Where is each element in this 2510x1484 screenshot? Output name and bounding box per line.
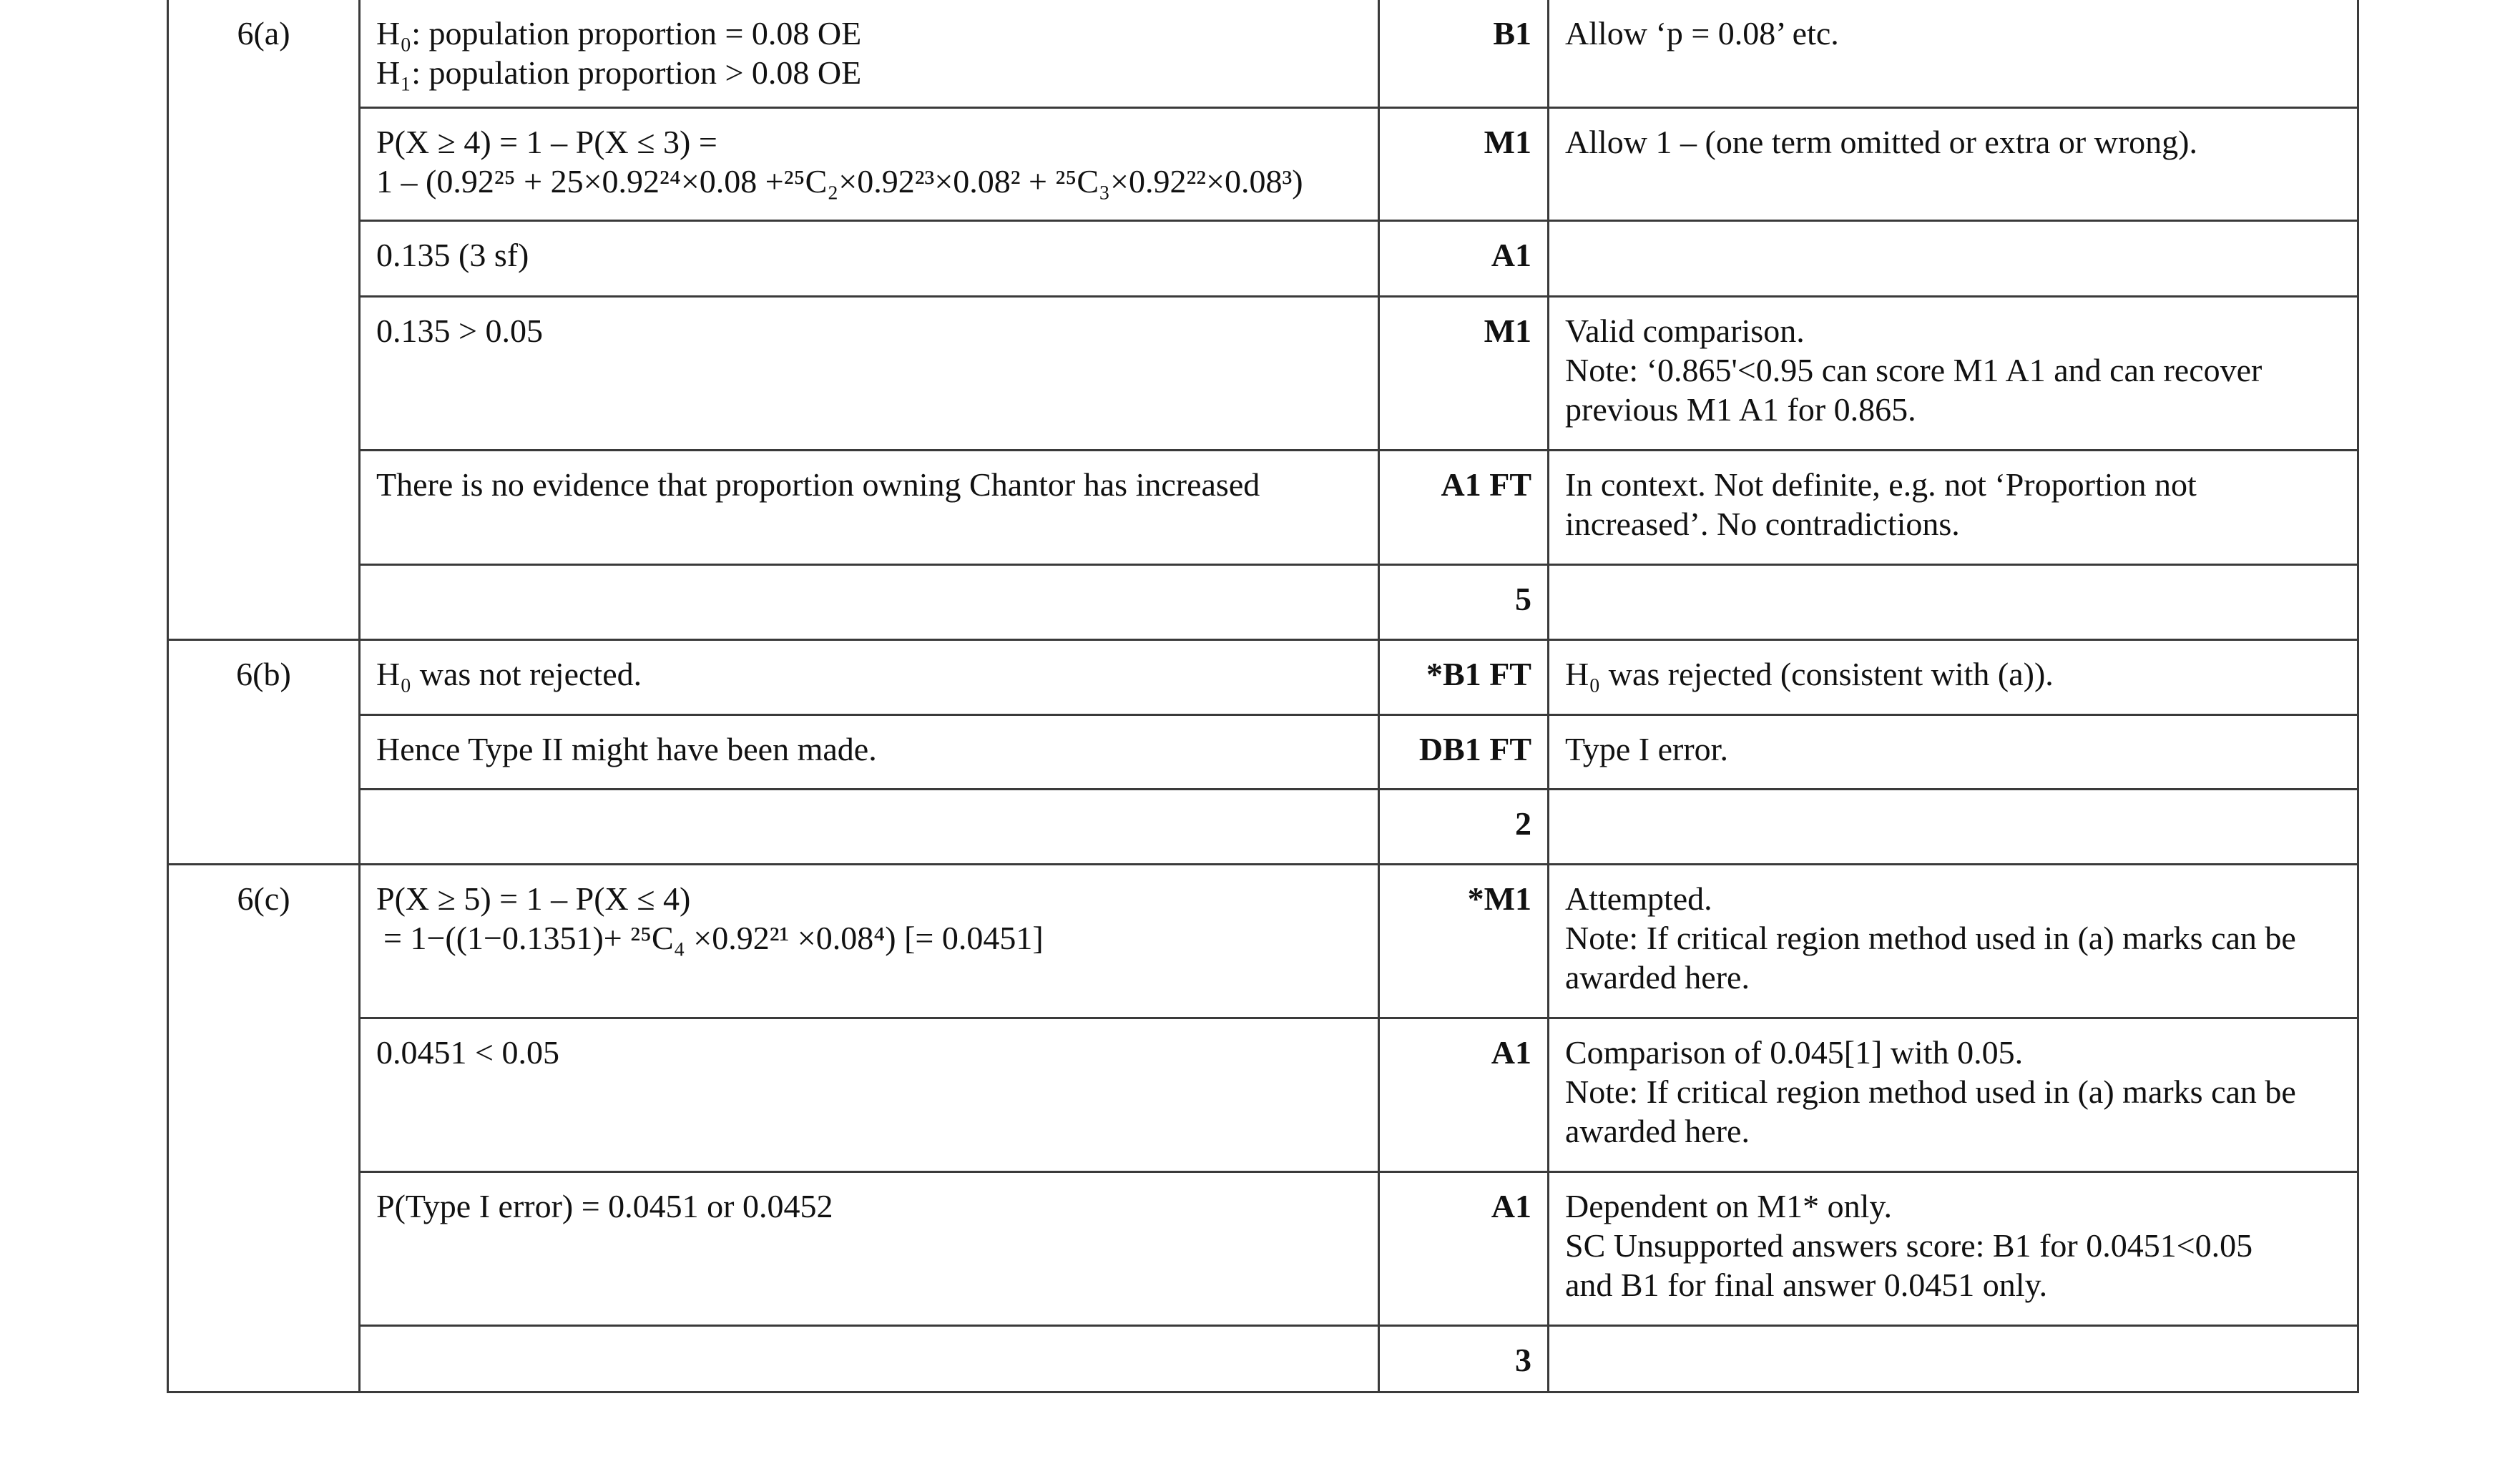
table-row [168, 789, 2358, 864]
answer-cell [360, 296, 1379, 450]
guidance-line: Dependent on M1* only. [1565, 1187, 1892, 1224]
table-row [168, 864, 2358, 1018]
guidance-cell [1549, 789, 2358, 864]
table-row [168, 1325, 2358, 1392]
answer-cell [360, 1018, 1379, 1171]
answer-line: P(X ≥ 4) = 1 – P(X ≤ 3) = [376, 123, 717, 160]
mark-cell: *B1 FT [1379, 639, 1549, 714]
answer-cell [360, 1171, 1379, 1325]
table-row [168, 450, 2358, 564]
mark-cell: M1 [1379, 107, 1549, 220]
guidance-line: Note: ‘0.865'<0.95 can score M1 A1 and can recover [1565, 351, 2263, 388]
guidance-cell [1549, 450, 2358, 564]
guidance-cell [1549, 220, 2358, 296]
guidance-line: Allow ‘p = 0.08’ etc. [1565, 15, 1839, 51]
total-marks: 2 [1379, 789, 1549, 864]
answer-cell [360, 714, 1379, 789]
answer-line: 0.135 (3 sf) [376, 236, 529, 273]
guidance-line: In context. Not definite, e.g. not ‘Proportion not [1565, 466, 2197, 503]
answer-line: 0.135 > 0.05 [376, 312, 543, 349]
guidance-cell [1549, 864, 2358, 1018]
answer-cell [360, 450, 1379, 564]
guidance-cell [1549, 564, 2358, 639]
answer-cell [360, 0, 1379, 107]
mark-cell: B1 [1379, 0, 1549, 107]
answer-line: P(X ≥ 5) = 1 – P(X ≤ 4) [376, 880, 691, 917]
guidance-cell [1549, 296, 2358, 450]
guidance-cell [1549, 714, 2358, 789]
guidance-cell [1549, 1325, 2358, 1392]
table-row [168, 0, 2358, 107]
mark-cell: M1 [1379, 296, 1549, 450]
guidance-line: Attempted. [1565, 880, 1712, 917]
answer-cell [360, 639, 1379, 714]
guidance-cell [1549, 1018, 2358, 1171]
answer-line: H₁: population proportion > 0.08 OE [376, 54, 862, 91]
table-row [168, 107, 2358, 220]
guidance-line: awarded here. [1565, 1112, 1750, 1149]
answer-line: Hence Type II might have been made. [376, 730, 877, 767]
table-row [168, 564, 2358, 639]
question-number: 6(c) [168, 864, 360, 1392]
guidance-line: previous M1 A1 for 0.865. [1565, 390, 1916, 428]
guidance-cell [1549, 0, 2358, 107]
guidance-cell [1549, 107, 2358, 220]
guidance-cell [1549, 639, 2358, 714]
answer-line: 1 – (0.92²⁵ + 25×0.92²⁴×0.08 +²⁵C₂×0.92²³×0.08² + ²⁵C₃×0.92²²×0.08³) [376, 162, 1303, 200]
table-row [168, 639, 2358, 714]
guidance-line: Type I error. [1565, 730, 1728, 767]
guidance-line: Allow 1 – (one term omitted or extra or wrong). [1565, 123, 2197, 160]
guidance-line: H₀ was rejected (consistent with (a)). [1565, 655, 2054, 692]
guidance-cell [1549, 1171, 2358, 1325]
answer-line: = 1−((1−0.1351)+ ²⁵C₄ ×0.92²¹ ×0.08⁴) [= 0.0451] [383, 919, 1044, 956]
answer-line: P(Type I error) = 0.0451 or 0.0452 [376, 1187, 833, 1224]
table-row [168, 714, 2358, 789]
mark-cell: A1 [1379, 1171, 1549, 1325]
guidance-line: awarded here. [1565, 958, 1750, 996]
answer-line: H₀ was not rejected. [376, 655, 642, 692]
table-row [168, 1171, 2358, 1325]
answer-line: 0.0451 < 0.05 [376, 1033, 559, 1071]
mark-cell: DB1 FT [1379, 714, 1549, 789]
total-marks: 3 [1379, 1325, 1549, 1392]
question-number: 6(b) [168, 639, 360, 864]
question-number: 6(a) [168, 0, 360, 639]
answer-cell [360, 220, 1379, 296]
answer-line: H₀: population proportion = 0.08 OE [376, 15, 862, 51]
guidance-line: and B1 for final answer 0.0451 only. [1565, 1266, 2048, 1303]
mark-scheme-table [167, 0, 2359, 1393]
guidance-line: Comparison of 0.045[1] with 0.05. [1565, 1033, 2024, 1071]
table-row [168, 220, 2358, 296]
answer-cell [360, 864, 1379, 1018]
guidance-line: SC Unsupported answers score: B1 for 0.0451<0.05 [1565, 1227, 2253, 1264]
answer-cell [360, 107, 1379, 220]
mark-cell: A1 [1379, 220, 1549, 296]
answer-cell [360, 789, 1379, 864]
mark-cell: A1 [1379, 1018, 1549, 1171]
answer-cell [360, 564, 1379, 639]
table-row [168, 1018, 2358, 1171]
guidance-line: Note: If critical region method used in (a) marks can be [1565, 1073, 2296, 1110]
total-marks: 5 [1379, 564, 1549, 639]
answer-cell [360, 1325, 1379, 1392]
mark-cell: *M1 [1379, 864, 1549, 1018]
guidance-line: Valid comparison. [1565, 312, 1805, 349]
guidance-line: increased’. No contradictions. [1565, 505, 1960, 542]
guidance-line: Note: If critical region method used in (a) marks can be [1565, 919, 2296, 956]
answer-line: There is no evidence that proportion owning Chantor has increased [376, 466, 1260, 503]
table-row [168, 296, 2358, 450]
mark-cell: A1 FT [1379, 450, 1549, 564]
